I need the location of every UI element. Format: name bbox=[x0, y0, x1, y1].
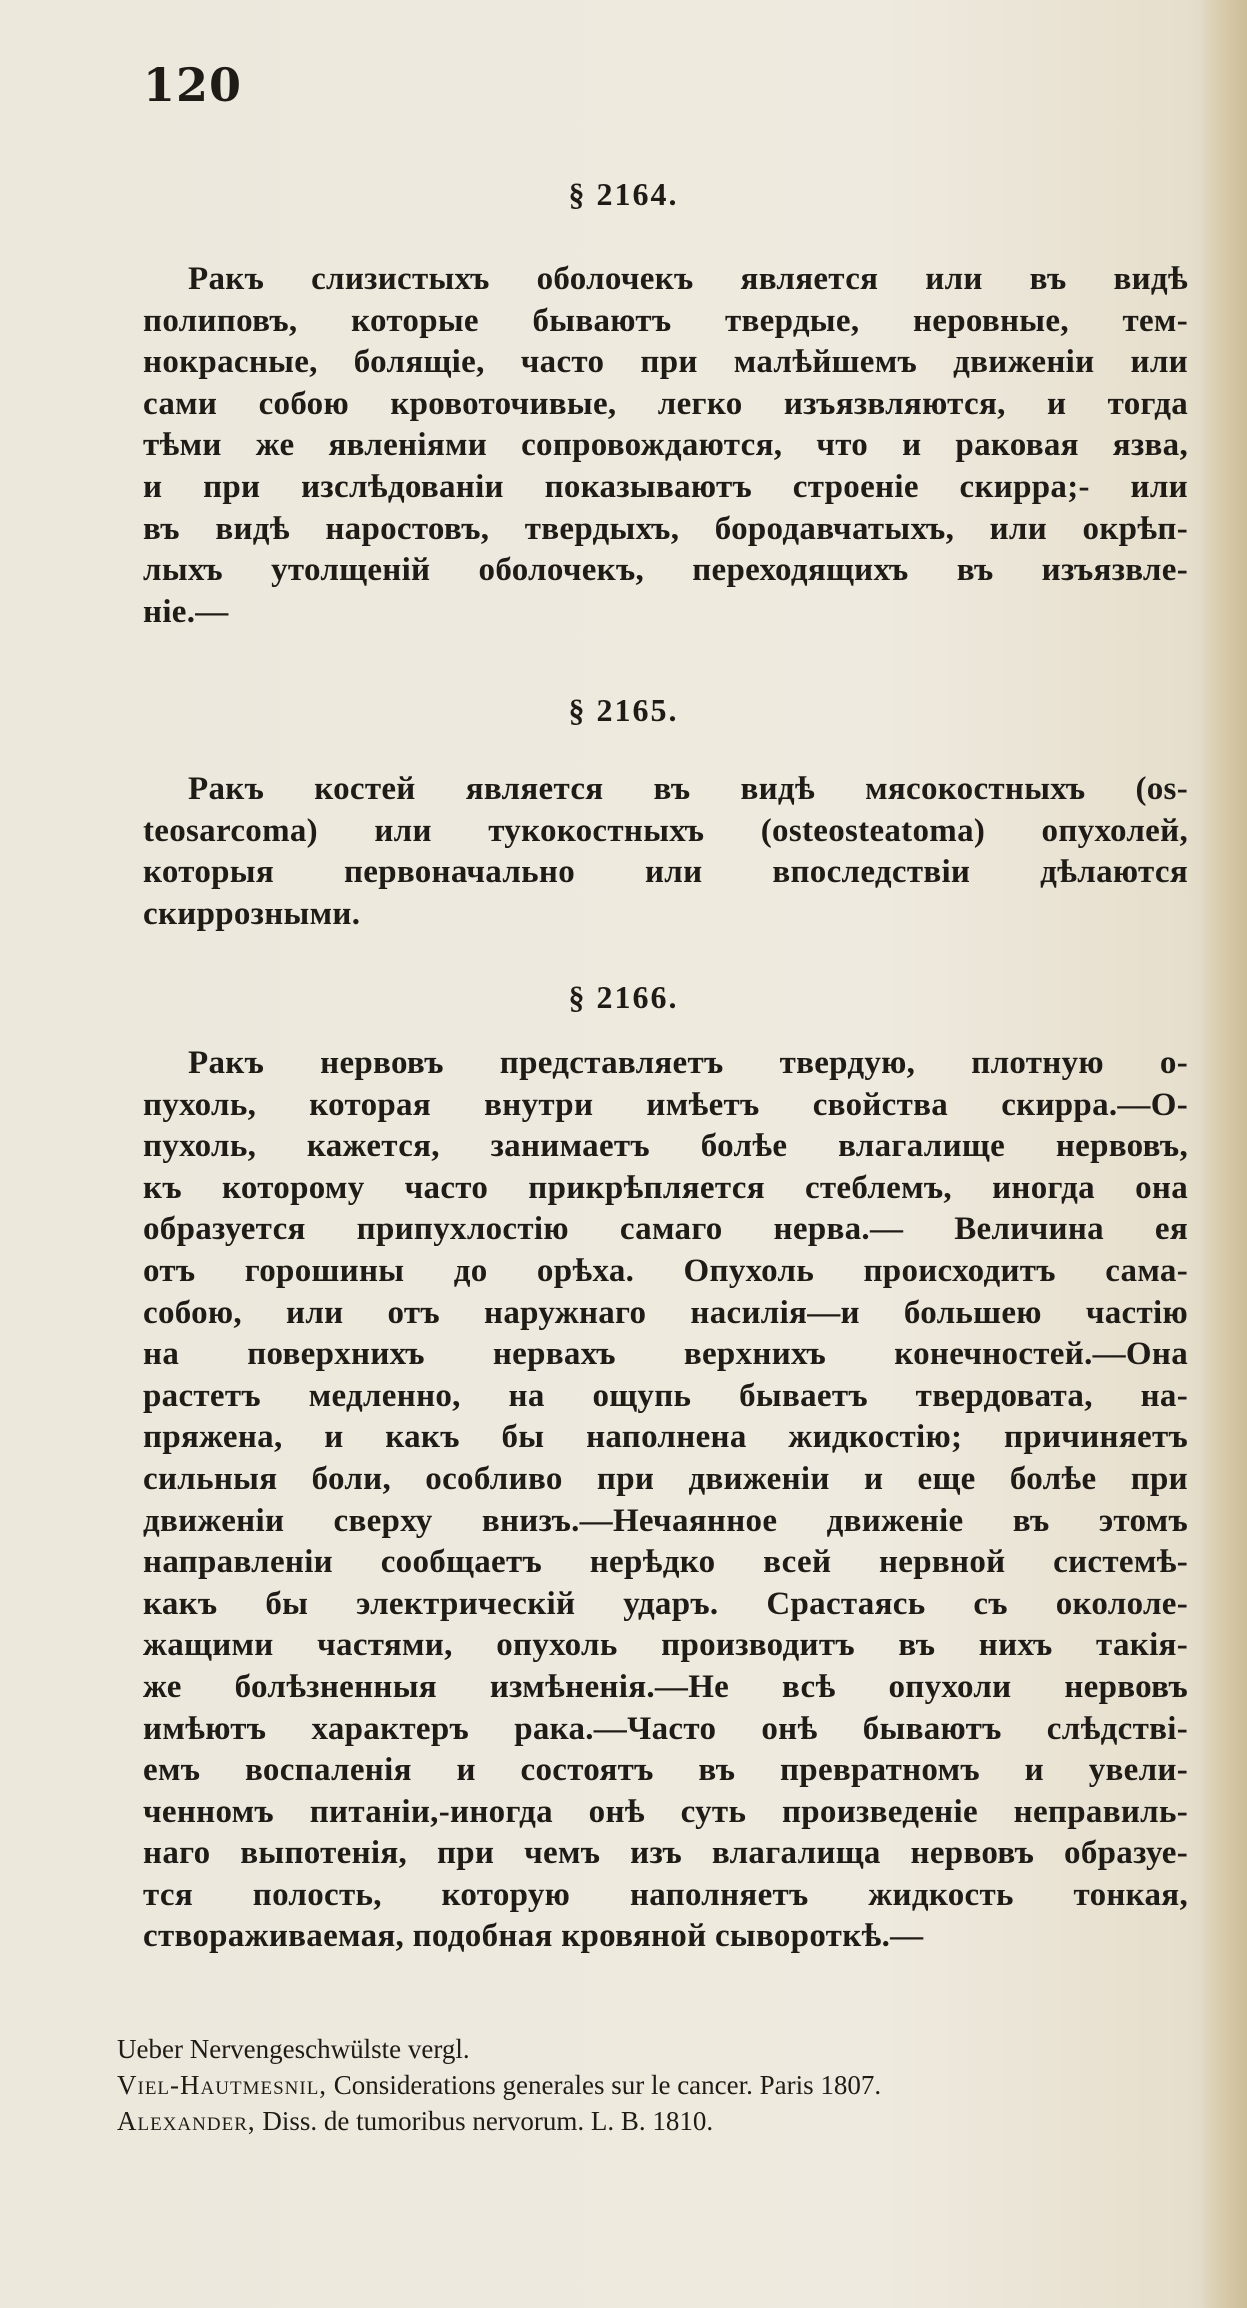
text-line: тся полость, которую наполняетъ жидкость тонкая, bbox=[143, 1876, 1188, 1913]
paragraph-2164 bbox=[143, 259, 1188, 633]
footnotes bbox=[117, 2031, 1207, 2139]
text-line: скиррозными. bbox=[143, 895, 361, 932]
footnote-author: Alexander, bbox=[117, 2106, 256, 2136]
text-line: отъ горошины до орѣха. Опухоль происходитъ сама- bbox=[143, 1252, 1188, 1289]
text-line: наго выпотенія, при чемъ изъ влагалища нервовъ образуе- bbox=[143, 1835, 1188, 1872]
section-heading-2164: § 2164. bbox=[568, 176, 679, 212]
paragraph-2166 bbox=[143, 1043, 1188, 1958]
text-line: направленіи сообщаетъ нерѣдко всей нервной системѣ- bbox=[143, 1544, 1188, 1581]
footnote-intro: Ueber Nervengeschwülste vergl. bbox=[117, 2034, 470, 2064]
text-line: полиповъ, которые бываютъ твердые, неровные, тем- bbox=[143, 302, 1188, 339]
text-line: на поверхнихъ нервахъ верхнихъ конечностей.—Она bbox=[143, 1336, 1188, 1373]
text-line: какъ бы электрическій ударъ. Срастаясь съ окололе- bbox=[143, 1585, 1188, 1622]
text-line: Ракъ слизистыхъ оболочекъ является или въ видѣ bbox=[188, 261, 1188, 297]
text-line: жащими частями, опухоль производитъ въ нихъ такія- bbox=[143, 1627, 1188, 1664]
text-line: сильныя боли, особливо при движеніи и еще болѣе при bbox=[143, 1460, 1188, 1497]
text-line: же болѣзненныя измѣненія.—Не всѣ опухоли нервовъ bbox=[143, 1668, 1188, 1705]
paragraph-2165 bbox=[143, 769, 1188, 935]
text-line: Ракъ костей является въ видѣ мясокостныхъ (os- bbox=[188, 771, 1188, 807]
text-line: собою, или отъ наружнаго насилія—и большею частію bbox=[143, 1294, 1188, 1331]
footnote-title: Considerations generales sur le cancer. Paris 1807. bbox=[327, 2070, 882, 2100]
text-line: растетъ медленно, на ощупь бываетъ твердовата, на- bbox=[143, 1377, 1188, 1414]
text-line: пухоль, которая внутри имѣетъ свойства скирра.—О- bbox=[143, 1086, 1188, 1123]
footnote-reference bbox=[117, 2103, 1207, 2139]
text-line: движеніи сверху внизъ.—Нечаянное движеніе въ этомъ bbox=[143, 1502, 1188, 1539]
text-line: въ видѣ наростовъ, твердыхъ, бородавчатыхъ, или окрѣп- bbox=[143, 510, 1188, 547]
footnote-reference bbox=[117, 2067, 1207, 2103]
text-line: емъ воспаленія и состоятъ въ превратномъ и увели- bbox=[143, 1752, 1188, 1789]
text-line: сами собою кровоточивые, легко изъязвляются, и тогда bbox=[143, 385, 1188, 422]
text-line: Ракъ нервовъ представляетъ твердую, плотную о- bbox=[188, 1045, 1188, 1081]
text-line: ніе.— bbox=[143, 593, 229, 630]
text-line: створаживаемая, подобная кровяной сывороткѣ.— bbox=[143, 1918, 924, 1955]
page-edge-shadow bbox=[1201, 0, 1247, 2308]
text-line: образуется припухлостію самаго нерва.— Величина ея bbox=[143, 1211, 1188, 1248]
page-number: 120 bbox=[143, 58, 243, 112]
footnote-author: Viel-Hautmesnil, bbox=[117, 2070, 328, 2100]
text-line: и при изслѣдованіи показываютъ строеніе скирра;- или bbox=[143, 468, 1188, 505]
text-line: пряжена, и какъ бы наполнена жидкостію; причиняетъ bbox=[143, 1419, 1188, 1456]
section-heading-2165: § 2165. bbox=[568, 692, 679, 728]
section-heading-2166: § 2166. bbox=[568, 979, 679, 1015]
text-line: ченномъ питаніи,-иногда онѣ суть произведеніе неправиль- bbox=[143, 1793, 1188, 1830]
text-line: нокрасные, болящіе, часто при малѣйшемъ движеніи или bbox=[143, 344, 1188, 381]
text-line: имѣютъ характеръ рака.—Часто онѣ бываютъ слѣдствi- bbox=[143, 1710, 1188, 1747]
text-line: къ которому часто прикрѣпляется стеблемъ, иногда она bbox=[143, 1169, 1188, 1206]
text-line: которыя первоначально или впоследствіи дѣлаются bbox=[143, 854, 1188, 891]
text-line: teosarcoma) или тукокостныхъ (osteosteatoma) опухолей, bbox=[143, 812, 1188, 849]
text-line: лыхъ утолщеній оболочекъ, переходящихъ въ изъязвле- bbox=[143, 552, 1188, 589]
text-line: пухоль, кажется, занимаетъ болѣе влагалище нервовъ, bbox=[143, 1128, 1188, 1165]
text-line: тѣми же явленіями сопровождаются, что и раковая язва, bbox=[143, 427, 1188, 464]
footnote-title: Diss. de tumoribus nervorum. L. B. 1810. bbox=[255, 2106, 714, 2136]
